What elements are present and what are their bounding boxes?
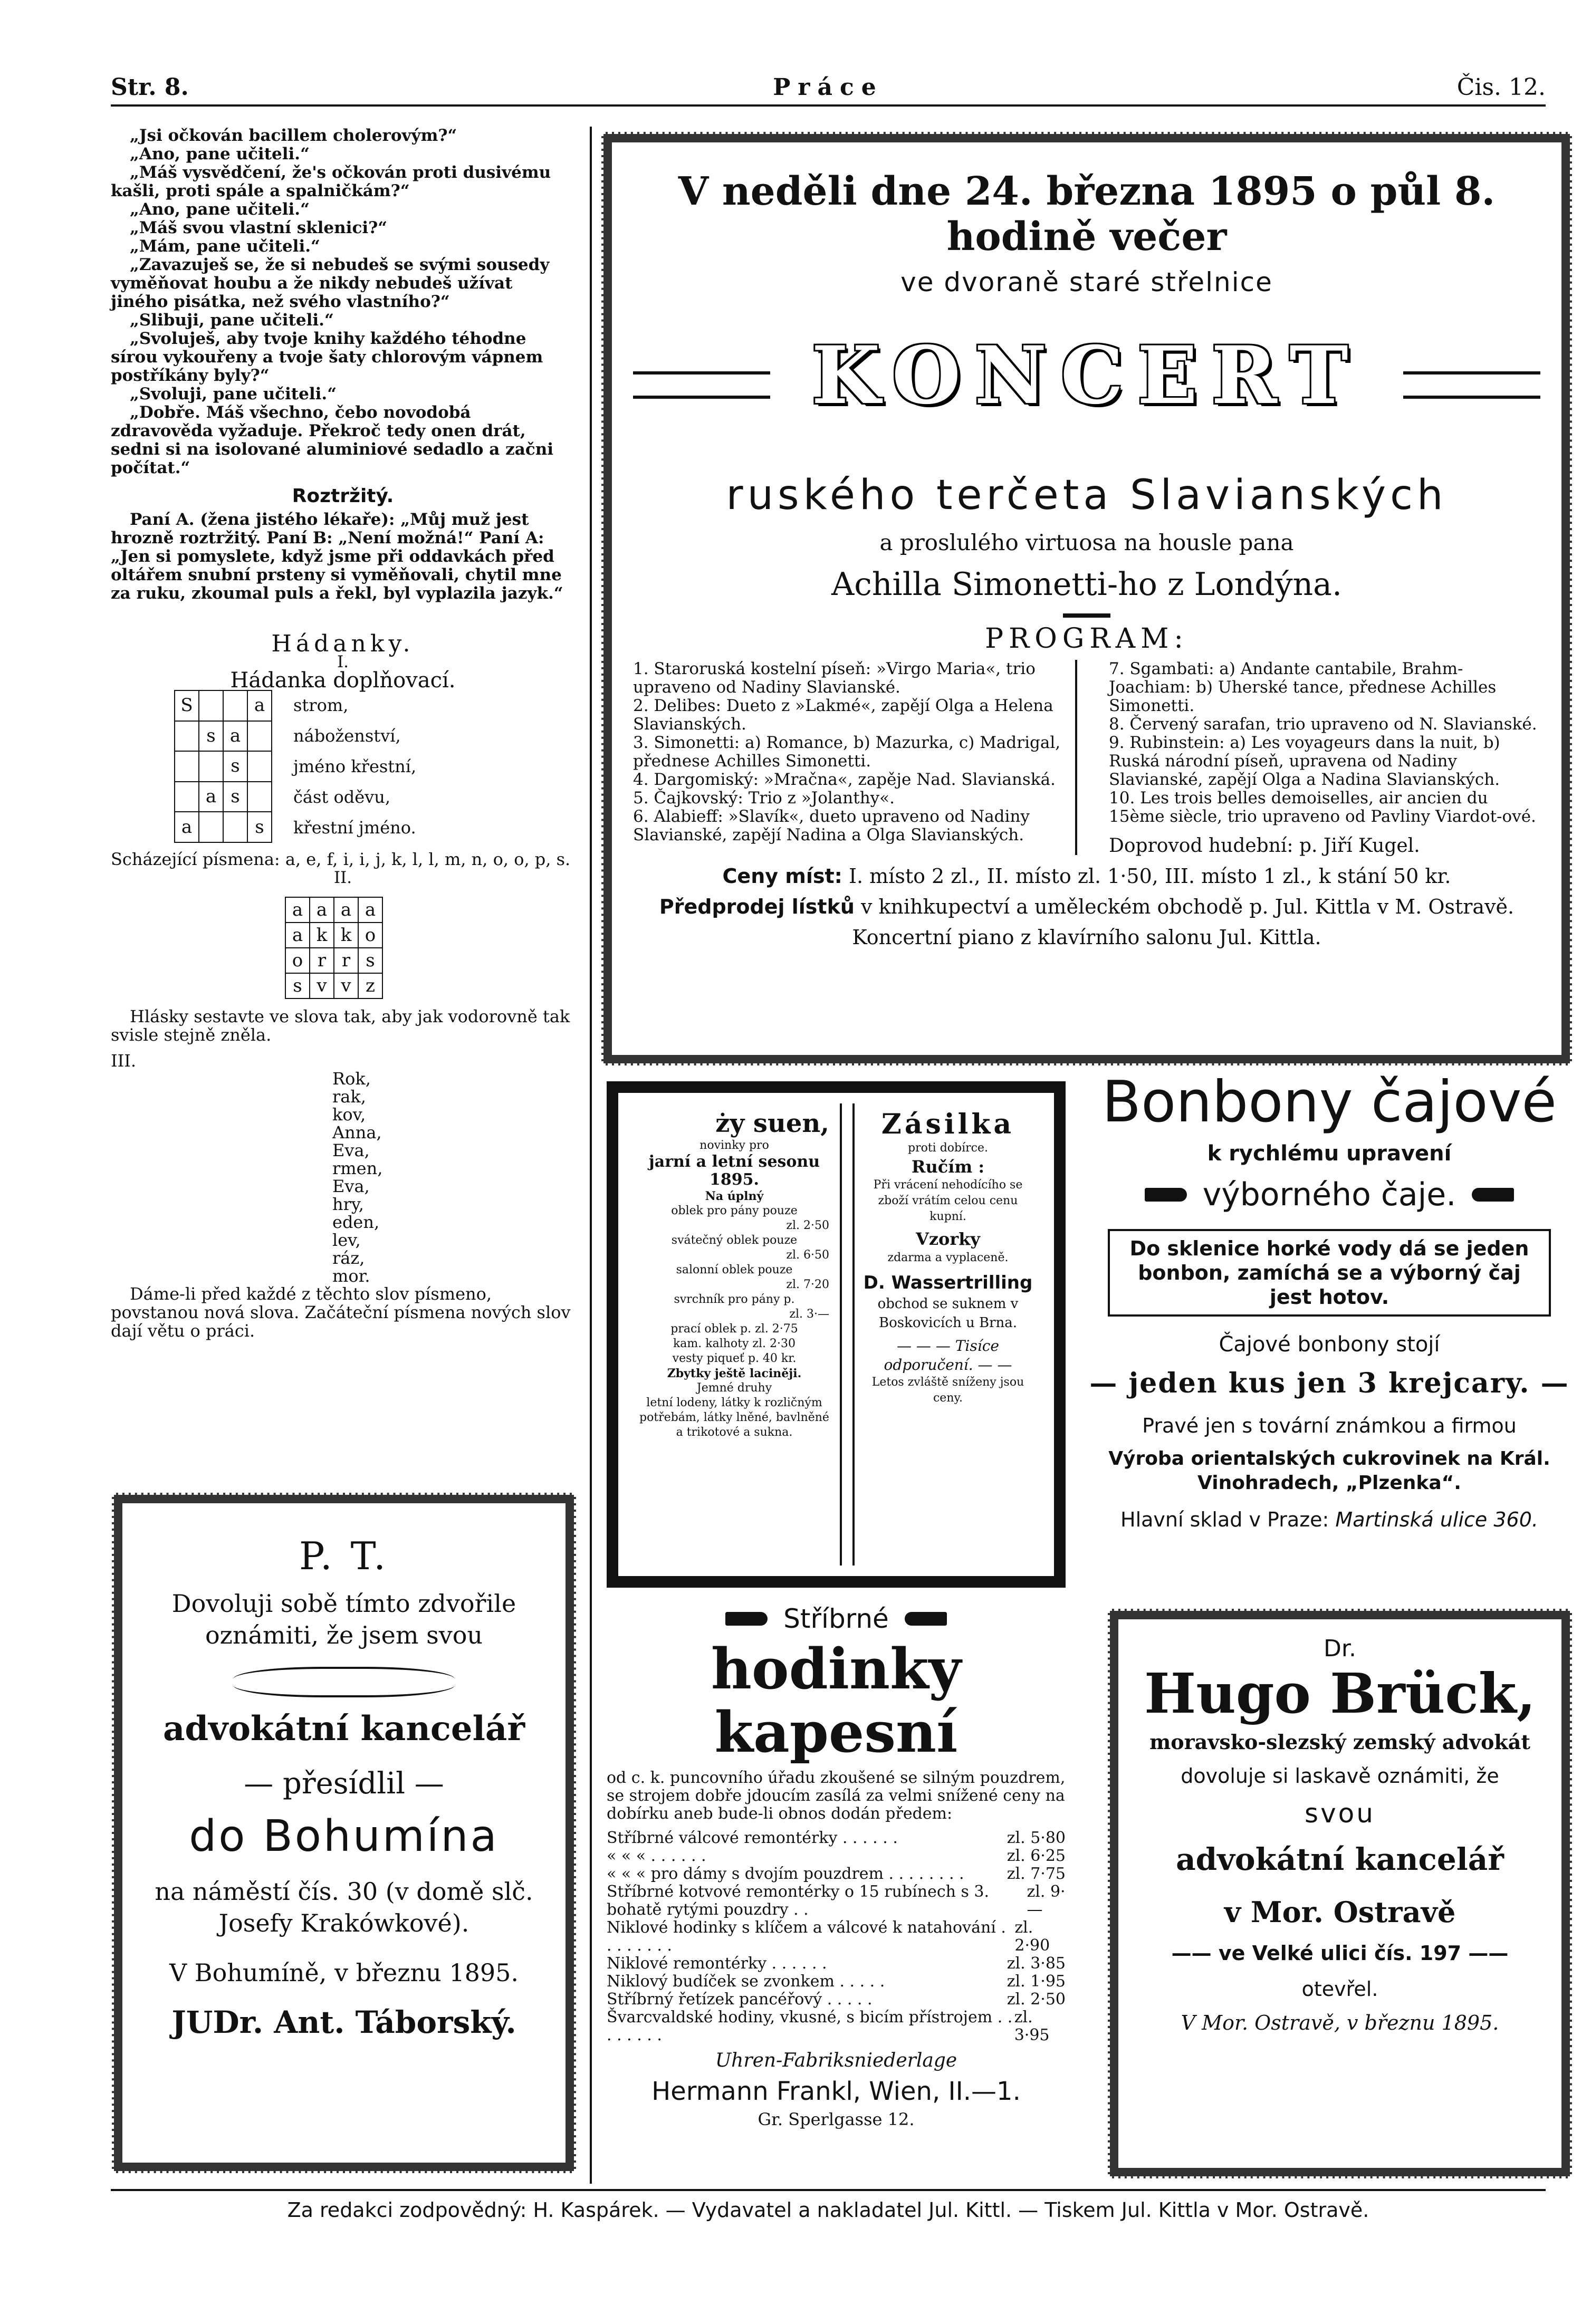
- clue: náboženství,: [293, 726, 401, 746]
- doprovod: Doprovod hudební: p. Jiří Kugel.: [1109, 835, 1420, 857]
- dialog-line: „Svoluji, pane učiteli.“: [130, 385, 337, 404]
- bonbony-l8a: Hlavní sklad v Praze:: [1120, 1508, 1329, 1531]
- riddle-1-clues: [293, 690, 416, 843]
- riddle-word: eden,: [332, 1212, 380, 1232]
- hodinky-firm-label: Uhren-Fabriksniederlage: [715, 2050, 957, 2071]
- grid-cell: [223, 812, 247, 842]
- pointing-hand-icon: [725, 1612, 768, 1626]
- dialog: [111, 127, 575, 477]
- grid-cell: a: [285, 897, 310, 923]
- bruck-l7: otevřel.: [1301, 1977, 1378, 2001]
- program-item: 6. Alabieff: »Slavík«, dueto upraveno od Nadiny Slavianské, zapějí Nadina a Olga Slavianských.: [633, 807, 1030, 844]
- pointing-hand-icon: [1145, 1188, 1187, 1202]
- newspaper-title: Práce: [773, 74, 884, 101]
- price-row: [607, 1919, 1066, 1955]
- zasilka-line: D. Wassertrilling: [863, 1272, 1033, 1293]
- riddle-word: mor.: [332, 1266, 370, 1286]
- obleky-line: svátečný oblek pouze: [671, 1234, 798, 1247]
- price-row: [607, 2009, 1066, 2044]
- grid-cell: [175, 751, 199, 782]
- bonbony-l8: [1087, 1508, 1572, 1531]
- ad-wassertrilling: [607, 1081, 1066, 1588]
- riddle-1-missing: Scházející písmena: a, e, f, i, i, j, k, l, l, m, n, o, o, p, s.: [111, 849, 571, 869]
- hodinky-intro: od c. k. puncovního úřadu zkoušené se silným pouzdrem, se strojem dobře jdoucím zasílá za velmi snížené ceny na dobírku aneb bude-li obnos dodán předem:: [607, 1769, 1066, 1823]
- grid-cell: [199, 751, 223, 782]
- divider: [1063, 613, 1110, 618]
- predprodej: [633, 895, 1540, 918]
- hodinky-firm: Hermann Frankl, Wien, II.—1.: [651, 2077, 1021, 2106]
- pt-line2: advokátní kancelář: [162, 1709, 525, 1749]
- price-item: Stříbrné kotvové remontérky o 15 rubínech s 3. bohatě rytými pouzdry . .: [607, 1883, 990, 1919]
- grid-cell: a: [358, 897, 382, 923]
- pt-line1: Dovoluji sobě tímto zdvořile oznámiti, že jsem svou: [171, 1589, 516, 1649]
- ceny-label: Ceny míst:: [722, 865, 842, 888]
- grid-cell: k: [334, 923, 358, 948]
- left-column: [111, 127, 575, 1340]
- issue-number: Čis. 12.: [1456, 74, 1546, 101]
- bruck-dr: Dr.: [1324, 1635, 1356, 1662]
- obleky-column: [639, 1109, 829, 1566]
- riddle-word: ráz,: [332, 1248, 365, 1268]
- price-item: « « « . . . . . .: [607, 1847, 706, 1865]
- price-row: [607, 1847, 1066, 1865]
- dialog-line: „Dobře. Máš všechno, čebo novodobá zdravověda vyžaduje. Překroč tedy onen drát, sedni si na isolované aluminiové sedadlo a začni počítat.“: [111, 403, 554, 477]
- riddle-1-grid: [174, 690, 272, 843]
- price-row: [607, 1991, 1066, 2009]
- obleky-line: zl. 3·—: [789, 1308, 829, 1321]
- program-item: 3. Simonetti: a) Romance, b) Mazurka, c) Madrigal, přednese Achilles Simonetti.: [633, 733, 1061, 771]
- zasilka-line: proti dobírce.: [907, 1141, 988, 1155]
- obleky-line: zl. 7·20: [786, 1278, 829, 1291]
- obleky-line: Jemné druhy: [696, 1381, 772, 1395]
- pointing-hand-icon: [905, 1612, 947, 1626]
- column-rule: [590, 127, 592, 2184]
- grid-cell: s: [285, 973, 310, 998]
- riddle-word: Anna,: [332, 1122, 382, 1142]
- price-value: zl. 5·80: [1007, 1829, 1066, 1847]
- price-row: [607, 1865, 1066, 1883]
- concert-and: a proslulého virtuosa na housle pana: [879, 530, 1294, 555]
- zasilka-line: Letos zvláště sníženy jsou ceny.: [871, 1376, 1024, 1405]
- dialog-line: „Mám, pane učiteli.“: [130, 237, 320, 256]
- grid-cell: [247, 721, 272, 752]
- program-item: 10. Les trois belles demoiselles, air ancien du 15ème siècle, trio upraveno od Pavliny Viardot-ové.: [1109, 789, 1536, 826]
- obleky-line: kam. kalhoty zl. 2·30: [673, 1337, 796, 1350]
- dialog-line: „Zavazuješ se, že si nebudeš se svými sousedy vyměňovat houbu a že nikdy nebudeš užívat jiného pisátka, než svého vlastního?“: [111, 255, 550, 311]
- riddle-word: rak,: [332, 1087, 366, 1107]
- riddle-2-grid: [285, 897, 383, 999]
- price-row: [607, 1883, 1066, 1919]
- hodinky-address: Gr. Sperlgasse 12.: [758, 2109, 915, 2129]
- banner-rule-right: [1403, 371, 1540, 399]
- imprint: Za redakci zodpovědný: H. Kaspárek. — Vydavatel a nakladatel Jul. Kittl. — Tiskem Jul. Kittla v Mor. Ostravě.: [287, 2198, 1369, 2222]
- program-left: [633, 660, 1077, 855]
- hodinky-pre-row: [607, 1603, 1066, 1634]
- grid-cell: [247, 782, 272, 812]
- bonbony-l2-row: [1087, 1176, 1572, 1213]
- grid-cell: [223, 690, 247, 721]
- grid-cell: a: [247, 690, 272, 721]
- grid-cell: v: [310, 973, 334, 998]
- bonbony-l7: Výroba orientalských cukrovinek na Král. Vinohradech, „Plzenka“.: [1108, 1448, 1550, 1494]
- clue: jméno křestní,: [293, 756, 417, 776]
- price-item: « « « pro dámy s dvojím pouzdrem . . . . . . . .: [607, 1865, 964, 1883]
- roztrzity-title: Roztržitý.: [292, 485, 394, 507]
- banner-rule-left: [633, 371, 770, 399]
- page-header: [111, 74, 1546, 105]
- price-value: zl. 1·95: [1007, 1972, 1066, 1991]
- price-value: zl. 2·90: [1014, 1918, 1050, 1955]
- ad-bonbony: [1087, 1071, 1572, 1588]
- pt-line4: do Bohumína: [189, 1811, 499, 1861]
- obleky-title: ży suen,: [715, 1109, 829, 1138]
- zasilka-line: — — — Tisíce odporučení. — —: [884, 1337, 1012, 1374]
- bonbony-l4: Čajové bonbony stojí: [1219, 1332, 1440, 1357]
- obleky-line: jarní a letní sesonu 1895.: [648, 1153, 820, 1189]
- program: [633, 660, 1540, 855]
- box-divider: [840, 1103, 855, 1566]
- grid-cell: r: [334, 948, 358, 973]
- program-item: 1. Staroruská kostelní píseň: »Virgo Maria«, trio upraveno od Nadiny Slavianské.: [633, 659, 1036, 697]
- ad-hodinky: [607, 1603, 1066, 2178]
- grid-cell: z: [358, 973, 382, 998]
- pt-line6: V Bohumíně, v březnu 1895.: [169, 1958, 519, 1987]
- program-item: 4. Dargomiský: »Mračna«, zapěje Nad. Slavianská.: [633, 770, 1056, 789]
- pt-line5: na náměstí čís. 30 (v domě slč. Josefy Krakówkové).: [155, 1877, 533, 1937]
- ad-taborsky: [112, 1493, 576, 2173]
- grid-cell: a: [310, 897, 334, 923]
- price-row: [607, 1955, 1066, 1973]
- concert-word: KONCERT: [811, 329, 1362, 422]
- concert-piano: Koncertní piano z klavírního salonu Jul. Kittla.: [852, 926, 1321, 949]
- program-item: 2. Delibes: Dueto z »Lakmé«, zapějí Olga a Helena Slavianských.: [633, 696, 1053, 734]
- hodinky-pricelist: [607, 1829, 1066, 2044]
- dialog-line: „Jsi očkován bacillem cholerovým?“: [130, 126, 457, 145]
- grid-cell: a: [285, 923, 310, 948]
- zasilka-line: Ručím :: [911, 1157, 985, 1177]
- program-item: 8. Červený sarafan, trio upraveno od N. Slavianské.: [1109, 715, 1537, 734]
- flourish-ornament: [233, 1667, 455, 1697]
- bonbony-l2: výborného čaje.: [1202, 1176, 1456, 1213]
- obleky-line: oblek pro pány pouze: [671, 1204, 798, 1217]
- bruck-l5: v Mor. Ostravě: [1224, 1895, 1456, 1929]
- program-item: 9. Rubinstein: a) Les voyageurs dans la nuit, b) Ruská národní píseň, upravena od Nadiny Slavianské, zapějí Olga a Nadina Slavianských.: [1109, 733, 1500, 789]
- grid-cell: a: [223, 721, 247, 752]
- price-value: zl. 3·85: [1007, 1954, 1066, 1973]
- hadanky-title: Hádanky.: [271, 630, 415, 657]
- obleky-line: vesty piqueť p. 40 kr.: [672, 1352, 797, 1365]
- bonbony-l8b: Martinská ulice 360.: [1335, 1508, 1538, 1531]
- obleky-line: salonní oblek pouze: [676, 1263, 793, 1276]
- grid-cell: a: [334, 897, 358, 923]
- riddle-1-number: I.: [337, 652, 349, 671]
- obleky-line: Zbytky ještě laciněji.: [667, 1367, 802, 1380]
- ceny: [633, 865, 1540, 888]
- predprodej-text: v knihkupectví a uměleckém obchodě p. Jul. Kittla v M. Ostravě.: [860, 895, 1515, 918]
- concert-who: ruského terčeta Slavianských: [726, 472, 1448, 519]
- riddle-word: kov,: [332, 1105, 366, 1125]
- price-value: zl. 3·95: [1014, 2008, 1050, 2044]
- riddle-word: Eva,: [332, 1176, 370, 1196]
- riddle-word: Eva,: [332, 1140, 370, 1160]
- bruck-name: Hugo Brück,: [1144, 1661, 1536, 1726]
- zasilka-line: zdarma a vyplaceně.: [887, 1251, 1009, 1264]
- price-item: Niklové hodinky s klíčem a válcové k natahování . . . . . . . .: [607, 1918, 1006, 1955]
- page-number: Str. 8.: [111, 74, 189, 101]
- program-right: [1109, 660, 1540, 855]
- pt-title: P. T.: [299, 1534, 389, 1578]
- grid-cell: s: [199, 721, 223, 752]
- concert-virtuoso: Achilla Simonetti-ho z Londýna.: [831, 566, 1343, 603]
- program-item: 7. Sgambati: a) Andante cantabile, Brahm-Joachiam: b) Uherské tance, přednese Achilles Simonetti.: [1109, 659, 1497, 715]
- grid-cell: s: [247, 812, 272, 842]
- riddle-word: rmen,: [332, 1158, 383, 1178]
- obleky-line: Na úplný: [705, 1189, 764, 1203]
- grid-cell: s: [223, 751, 247, 782]
- ceny-text: I. místo 2 zl., II. místo zl. 1·50, III. místo 1 zl., k stání 50 kr.: [848, 865, 1451, 888]
- obleky-line: zl. 2·50: [786, 1219, 829, 1232]
- pt-line3: — přesídlil —: [244, 1766, 444, 1801]
- bruck-l4: advokátní kancelář: [1176, 1841, 1504, 1877]
- riddle-1: [174, 690, 575, 843]
- zasilka-line: Při vrácení nehodícího se zboží vrátím celou cenu kupní.: [873, 1178, 1023, 1223]
- grid-cell: [199, 812, 223, 842]
- obleky-line: letní lodeny, látky k rozličným potřebám, látky lněné, bavlněné a trikotové a sukna.: [639, 1396, 829, 1439]
- bonbony-l1: k rychlému upravení: [1207, 1141, 1452, 1166]
- price-item: Švarcvaldské hodiny, vkusné, s bicím přístrojem . . . . . . . .: [607, 2008, 1013, 2044]
- bruck-l1: moravsko-slezský zemský advokát: [1149, 1730, 1530, 1754]
- price-item: Niklový budíček se zvonkem . . . . .: [607, 1972, 885, 1991]
- grid-cell: s: [223, 782, 247, 812]
- riddle-word: hry,: [332, 1194, 364, 1214]
- ad-bruck: [1108, 1609, 1572, 2178]
- price-row: [607, 1973, 1066, 1991]
- bruck-l2: dovoluje si laskavě oznámiti, že: [1181, 1764, 1499, 1788]
- bonbony-l6: Pravé jen s tovární známkou a firmou: [1142, 1414, 1517, 1437]
- riddle-3-words: [332, 1070, 575, 1285]
- zasilka-line: Vzorky: [916, 1229, 980, 1249]
- grid-cell: a: [175, 812, 199, 842]
- grid-cell: r: [310, 948, 334, 973]
- bruck-l8: V Mor. Ostravě, v březnu 1895.: [1181, 2011, 1499, 2034]
- header-rule: [111, 104, 1546, 107]
- riddle-3-number: III.: [111, 1051, 137, 1071]
- grid-cell: k: [310, 923, 334, 948]
- concert-banner: [633, 329, 1540, 435]
- grid-cell: v: [334, 973, 358, 998]
- grid-cell: a: [199, 782, 223, 812]
- price-value: zl. 6·25: [1007, 1847, 1066, 1865]
- predprodej-label: Předprodej lístků: [659, 895, 855, 918]
- grid-cell: [199, 690, 223, 721]
- price-value: zl. 9·—: [1027, 1883, 1066, 1919]
- roztrzity-text: Paní A. (žena jistého lékaře): „Můj muž jest hrozně roztržitý. Paní B: „Není možná!“ Paní A: „Jen si pomyslete, když jsme při oddavkách před oltářem snubní prsteny si vyměňovali, chytil mne za ruku, zkoumal puls a řekl, byl vyplazila jazyk.“: [111, 510, 563, 603]
- hodinky-title: hodinky kapesní: [711, 1636, 962, 1765]
- grid-cell: s: [358, 948, 382, 973]
- bruck-l6: —— ve Velké ulici čís. 197 ——: [1171, 1942, 1509, 1965]
- price-row: [607, 1829, 1066, 1847]
- clue: křestní jméno.: [293, 818, 416, 838]
- price-value: zl. 7·75: [1007, 1865, 1066, 1883]
- dialog-line: „Slibuji, pane učiteli.“: [130, 311, 334, 330]
- obleky-line: prací oblek p. zl. 2·75: [670, 1322, 798, 1336]
- riddle-2-text: Hlásky sestavte ve slova tak, aby jak vodorovně tak svisle stejně zněla.: [111, 1006, 570, 1045]
- riddle-word: lev,: [332, 1230, 361, 1250]
- dialog-line: „Ano, pane učiteli.“: [130, 200, 310, 219]
- obleky-line: zl. 6·50: [786, 1249, 829, 1262]
- clue: strom,: [293, 695, 349, 715]
- obleky-line: novinky pro: [699, 1139, 769, 1152]
- obleky-line: svrchník pro pány p.: [674, 1293, 795, 1306]
- bonbony-title: Bonbony čajové: [1102, 1069, 1557, 1135]
- zasilka-column: [861, 1109, 1035, 1566]
- riddle-1-title: Hádanka doplňovací.: [230, 668, 456, 693]
- footer-rule: [111, 2189, 1546, 2191]
- hodinky-pre: Stříbrné: [783, 1603, 889, 1634]
- grid-cell: [175, 721, 199, 752]
- program-item: 5. Čajkovský: Trio z »Jolanthy«.: [633, 789, 895, 808]
- dialog-line: „Máš vysvědčení, že's očkován proti dusivému kašli, proti spále a spalničkám?“: [111, 163, 551, 200]
- price-item: Niklové remontérky . . . . . .: [607, 1954, 827, 1973]
- bonbony-l5: — jeden kus jen 3 krejcary. —: [1089, 1367, 1569, 1399]
- dialog-line: „Ano, pane učiteli.“: [130, 145, 310, 164]
- riddle-3-text: Dáme-li před každé z těchto slov písmeno, povstanou nová slova. Začáteční písmena nových slov dají větu o práci.: [111, 1284, 571, 1341]
- concert-date: V neděli dne 24. března 1895 o půl 8. hodině večer: [678, 169, 1496, 260]
- zasilka-title: Zásilka: [881, 1108, 1015, 1140]
- price-value: zl. 2·50: [1007, 1990, 1066, 2009]
- ad-koncert: [601, 132, 1572, 1065]
- riddle-2: [285, 897, 575, 999]
- riddle-word: Rok,: [332, 1069, 371, 1089]
- program-title: PROGRAM:: [985, 623, 1189, 655]
- grid-cell: o: [358, 923, 382, 948]
- pointing-hand-icon: [1472, 1188, 1514, 1202]
- price-item: Stříbrný řetízek pancéřový . . . . .: [607, 1990, 873, 2009]
- riddle-2-number: II.: [333, 868, 352, 887]
- grid-cell: S: [175, 690, 199, 721]
- grid-cell: o: [285, 948, 310, 973]
- concert-place: ve dvoraně staré střelnice: [900, 267, 1273, 297]
- clue: část oděvu,: [293, 787, 390, 807]
- bruck-l3: svou: [1305, 1798, 1375, 1829]
- zasilka-line: obchod se suknem v Boskovicích u Brna.: [877, 1296, 1019, 1331]
- price-item: Stříbrné válcové remontérky . . . . . .: [607, 1829, 898, 1847]
- dialog-line: „Svoluješ, aby tvoje knihy každého téhodne sírou vykouřeny a tvoje šaty chlorovým vápnem postříkány byly?“: [111, 329, 543, 385]
- bonbony-l3: Do sklenice horké vody dá se jeden bonbon, zamíchá se a výborný čaj jest hotov.: [1108, 1229, 1551, 1317]
- grid-cell: [175, 782, 199, 812]
- grid-cell: [247, 751, 272, 782]
- pt-signature: JUDr. Ant. Táborský.: [171, 2004, 516, 2040]
- dialog-line: „Máš svou vlastní sklenici?“: [130, 218, 388, 237]
